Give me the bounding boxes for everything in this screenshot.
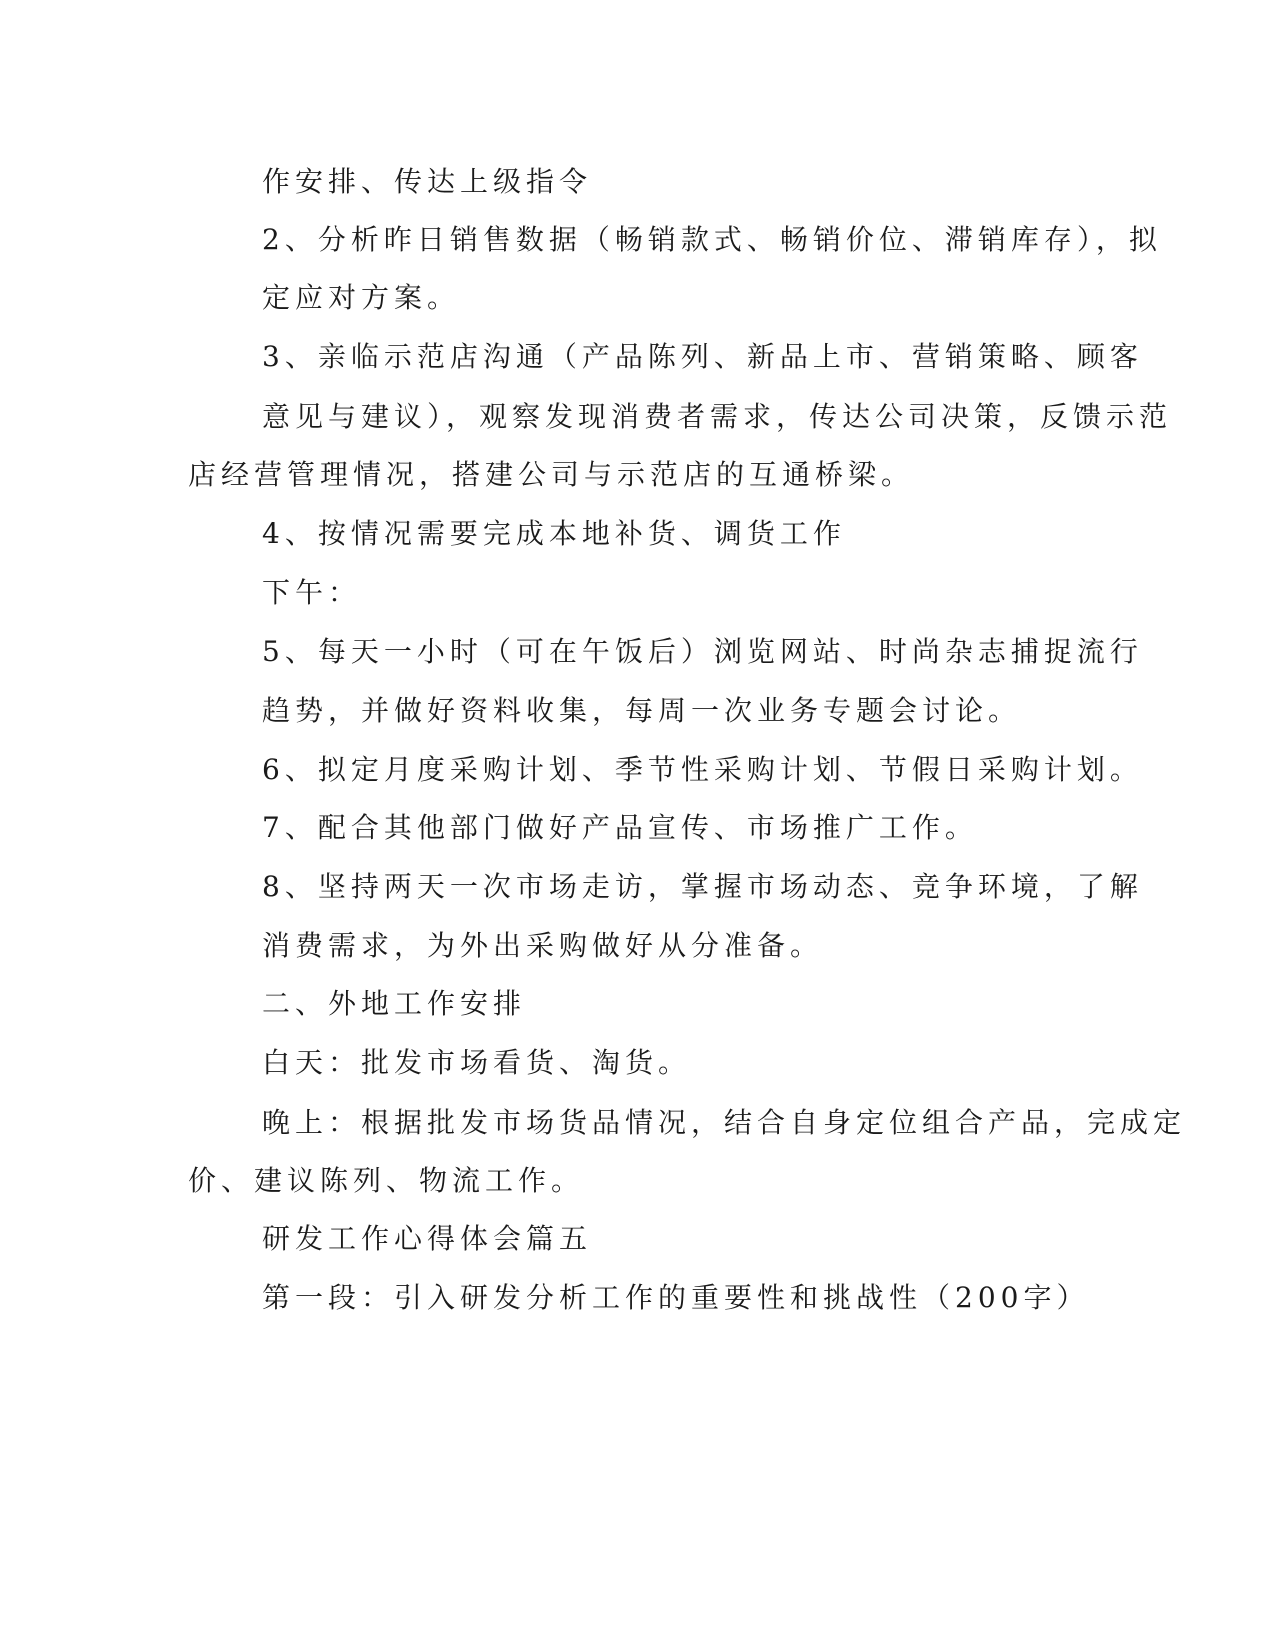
text-line: 趋势，并做好资料收集，每周一次业务专题会讨论。 [262,694,1022,727]
text-line: 定应对方案。 [262,281,461,314]
text-line: 意见与建议），观察发现消费者需求，传达公司决策，反馈示范 [262,400,1173,433]
text-line: 研发工作心得体会篇五 [262,1222,593,1255]
text-line: 晚上：根据批发市场货品情况，结合自身定位组合产品，完成定 [262,1106,1187,1139]
text-line: 5、每天一小时（可在午饭后）浏览网站、时尚杂志捕捉流行 [262,635,1143,668]
text-line: 价、建议陈列、物流工作。 [188,1164,585,1197]
text-line: 第一段：引入研发分析工作的重要性和挑战性（200字） [262,1281,1090,1314]
text-line: 二、外地工作安排 [262,987,527,1020]
text-line: 店经营管理情况，搭建公司与示范店的互通桥梁。 [188,458,915,491]
text-line: 下午： [262,576,362,609]
text-line: 2、分析昨日销售数据（畅销款式、畅销价位、滞销库存），拟 [262,223,1162,256]
text-line: 作安排、传达上级指令 [262,165,593,198]
text-line: 3、亲临示范店沟通（产品陈列、新品上市、营销策略、顾客 [262,340,1143,373]
text-line: 7、配合其他部门做好产品宣传、市场推广工作。 [262,811,978,844]
text-line: 8、坚持两天一次市场走访，掌握市场动态、竞争环境，了解 [262,870,1143,903]
text-line: 4、按情况需要完成本地补货、调货工作 [262,517,846,550]
text-line: 消费需求，为外出采购做好从分准备。 [262,929,824,962]
text-line: 6、拟定月度采购计划、季节性采购计划、节假日采购计划。 [262,753,1143,786]
text-line: 白天：批发市场看货、淘货。 [262,1046,692,1079]
